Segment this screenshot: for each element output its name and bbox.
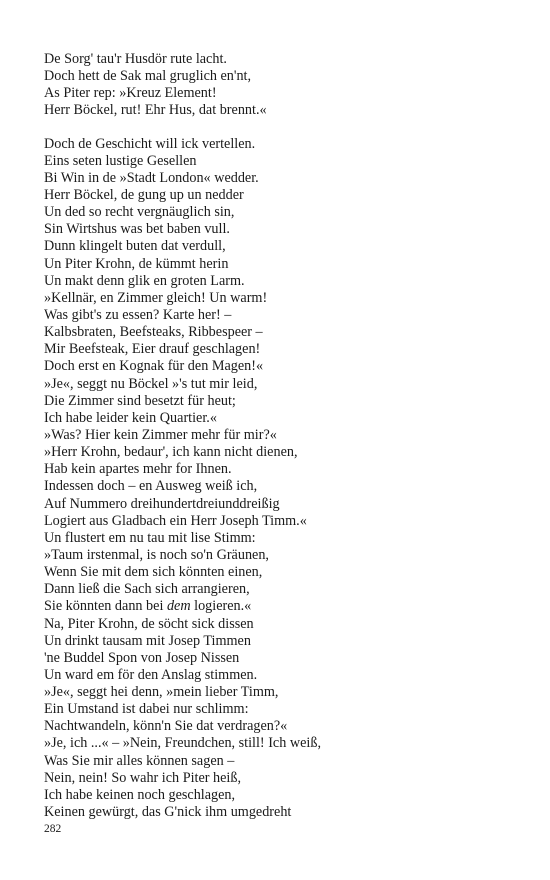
poem-line: Keinen gewürgt, das G'nick ihm umgedreht <box>44 804 292 821</box>
stanza <box>44 51 524 120</box>
poem-line: 'ne Buddel Spon von Josep Nissen <box>44 649 240 666</box>
poem-line: Doch erst en Kognak für den Magen!« <box>44 358 264 375</box>
poem-line: Ich habe keinen noch geschlagen, <box>44 786 236 803</box>
poem-line: Dunn klingelt buten dat verdull, <box>44 238 226 255</box>
poem-line: Eins seten lustige Gesellen <box>44 152 197 169</box>
poem-line: Un flustert em nu tau mit lise Stimm: <box>44 529 256 546</box>
poem-line: Un ded so recht vergnäuglich sin, <box>44 204 235 221</box>
poem-line: Wenn Sie mit dem sich könnten einen, <box>44 564 263 581</box>
poem-line: Herr Böckel, de gung up un nedder <box>44 186 244 203</box>
poem-line: Un drinkt tausam mit Josep Timmen <box>44 632 251 649</box>
poem-line: Kalbsbraten, Beefsteaks, Ribbespeer – <box>44 324 263 341</box>
poem-line: As Piter rep: »Kreuz Element! <box>44 85 217 102</box>
poem-line: »Je, ich ...« – »Nein, Freundchen, still! Ich weiß, <box>44 735 321 752</box>
poem-line: Was gibt's zu essen? Karte her! – <box>44 306 232 323</box>
poem-line: Auf Nummero dreihundertdreiunddreißig <box>44 495 280 512</box>
poem-line-text: logieren.« <box>190 598 252 615</box>
poem-line: Na, Piter Krohn, de söcht sick dissen <box>44 615 254 632</box>
poem-text <box>44 51 524 821</box>
poem-line: Logiert aus Gladbach ein Herr Joseph Timm.« <box>44 512 307 529</box>
poem-line: »Taum irstenmal, is noch so'n Gräunen, <box>44 546 269 563</box>
poem-line: »Was? Hier kein Zimmer mehr für mir?« <box>44 426 277 443</box>
poem-line: Ein Umstand ist dabei nur schlimm: <box>44 701 249 718</box>
poem-line: Sin Wirtshus was bet baben vull. <box>44 221 230 238</box>
poem-line: Hab kein apartes mehr for Ihnen. <box>44 461 232 478</box>
poem-line: Nein, nein! So wahr ich Piter heiß, <box>44 769 242 786</box>
poem-line: Un ward em för den Anslag stimmen. <box>44 666 258 683</box>
poem-line: Die Zimmer sind besetzt für heut; <box>44 392 236 409</box>
poem-line: Herr Böckel, rut! Ehr Hus, dat brennt.« <box>44 102 267 119</box>
poem-line: Doch de Geschicht will ick vertellen. <box>44 135 256 152</box>
poem-line: Indessen doch – en Ausweg weiß ich, <box>44 478 258 495</box>
poem-line: Doch hett de Sak mal gruglich en'nt, <box>44 68 252 85</box>
page-number: 282 <box>44 823 62 835</box>
poem-line: Un makt denn glik en groten Larm. <box>44 272 245 289</box>
emphasized-word: dem <box>166 598 191 615</box>
poem-line: Bi Win in de »Stadt London« wedder. <box>44 169 259 186</box>
poem-line: Dann ließ die Sach sich arrangieren, <box>44 581 250 598</box>
poem-line: Un Piter Krohn, de kümmt herin <box>44 255 229 272</box>
poem-line: Mir Beefsteak, Eier drauf geschlagen! <box>44 341 261 358</box>
poem-line: Nachtwandeln, könn'n Sie dat verdragen?« <box>44 718 288 735</box>
poem-line: »Herr Krohn, bedaur', ich kann nicht dienen, <box>44 444 298 461</box>
poem-line <box>44 598 524 615</box>
poem-line: »Je«, seggt nu Böckel »'s tut mir leid, <box>44 375 258 392</box>
poem-line: De Sorg' tau'r Husdör rute lacht. <box>44 51 227 67</box>
stanza <box>44 136 524 822</box>
poem-line: »Kellnär, en Zimmer gleich! Un warm! <box>44 289 268 306</box>
poem-line-text: Sie könnten dann bei <box>44 598 167 615</box>
poem-line: »Je«, seggt hei denn, »mein lieber Timm, <box>44 684 279 701</box>
poem-line: Was Sie mir alles können sagen – <box>44 752 235 769</box>
poem-line: Ich habe leider kein Quartier.« <box>44 409 217 426</box>
